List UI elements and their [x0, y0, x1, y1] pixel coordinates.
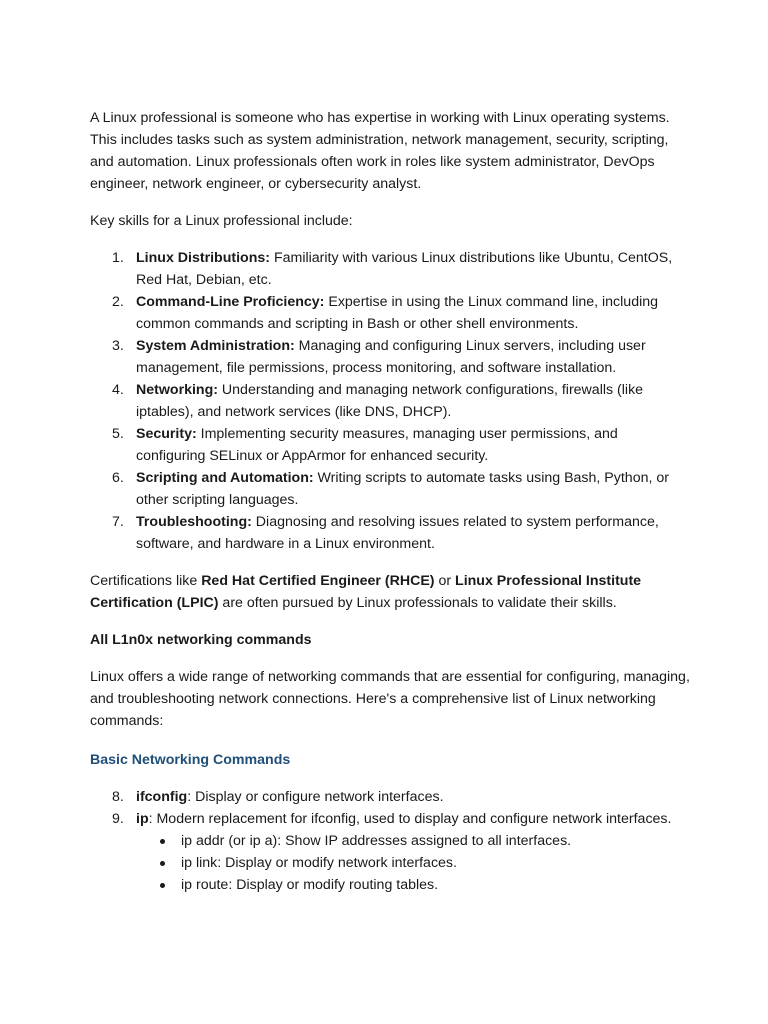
- list-item: [90, 467, 690, 511]
- skill-description: Implementing security measures, managing user permissions, and configuring SELinux or AppArmor for enhanced security.: [136, 426, 618, 464]
- cert-lpic: Linux Professional Institute Certification (LPIC): [90, 573, 642, 611]
- networking-intro: Linux offers a wide range of networking commands that are essential for configuring, managing, and troubleshooting network connections. Here's a comprehensive list of Linux networking commands:: [90, 669, 690, 729]
- bullet-item: [136, 852, 690, 874]
- skill-term: Networking:: [136, 382, 218, 398]
- command-description: : Modern replacement for ifconfig, used to display and configure network interfaces.: [148, 811, 672, 827]
- bullet-text: ip route: Display or modify routing tables.: [181, 877, 439, 893]
- list-number: 2.: [112, 294, 124, 310]
- skills-intro: Key skills for a Linux professional include:: [90, 213, 353, 229]
- list-item: [90, 379, 690, 423]
- skills-list: [90, 247, 690, 555]
- document-body: [90, 107, 690, 896]
- command-description: : Display or configure network interfaces.: [187, 789, 444, 805]
- skill-description: Familiarity with various Linux distributions like Ubuntu, CentOS, Red Hat, Debian, etc.: [136, 250, 673, 288]
- list-number: 7.: [112, 514, 124, 530]
- bullet-item: [136, 874, 690, 896]
- skill-term: Scripting and Automation:: [136, 470, 314, 486]
- commands-list: [90, 786, 690, 896]
- ip-subcommands-list: [136, 830, 690, 896]
- list-number: 9.: [112, 811, 124, 827]
- list-item: [90, 511, 690, 555]
- skill-description: Expertise in using the Linux command line, including common commands and scripting in Bash or other shell environments.: [136, 294, 659, 332]
- bullet-text: ip link: Display or modify network interfaces.: [181, 855, 457, 871]
- skill-term: Security:: [136, 426, 197, 442]
- skill-term: System Administration:: [136, 338, 295, 354]
- skill-term: Troubleshooting:: [136, 514, 252, 530]
- cert-rhce: Red Hat Certified Engineer (RHCE): [201, 573, 435, 589]
- bullet-text: ip addr (or ip a): Show IP addresses assigned to all interfaces.: [181, 833, 572, 849]
- list-item: [90, 808, 690, 896]
- skill-description: Understanding and managing network configurations, firewalls (like iptables), and network services (like DNS, DHCP).: [136, 382, 644, 420]
- intro-paragraph: A Linux professional is someone who has expertise in working with Linux operating systems. This includes tasks such as system administration, network management, security, scripting, and automation. Linux professionals often work in roles like system administrator, DevOps engineer, network engineer, or cybersecurity analyst.: [90, 110, 670, 192]
- command-name: ip: [136, 811, 149, 827]
- list-number: 8.: [112, 789, 124, 805]
- cert-middle: or: [434, 573, 456, 589]
- skill-term: Linux Distributions:: [136, 250, 270, 266]
- list-number: 3.: [112, 338, 124, 354]
- bullet-icon: [160, 839, 165, 844]
- bullet-icon: [160, 883, 165, 888]
- certifications-paragraph: [90, 570, 690, 614]
- skill-description: Diagnosing and resolving issues related to system performance, software, and hardware in a Linux environment.: [136, 514, 659, 552]
- cert-suffix: are often pursued by Linux professionals to validate their skills.: [218, 595, 617, 611]
- skill-description: Writing scripts to automate tasks using Bash, Python, or other scripting languages.: [136, 470, 669, 508]
- list-item: [90, 335, 690, 379]
- list-item: [90, 247, 690, 291]
- cert-prefix: Certifications like: [90, 573, 202, 589]
- list-item: [90, 423, 690, 467]
- list-number: 4.: [112, 382, 124, 398]
- list-item: [90, 786, 690, 808]
- bullet-item: [136, 830, 690, 852]
- list-number: 5.: [112, 426, 124, 442]
- section-heading: Basic Networking Commands: [90, 752, 291, 768]
- list-number: 1.: [112, 250, 124, 266]
- skill-term: Command-Line Proficiency:: [136, 294, 325, 310]
- bullet-icon: [160, 861, 165, 866]
- networking-title: All L1n0x networking commands: [90, 632, 312, 648]
- list-item: [90, 291, 690, 335]
- skill-description: Managing and configuring Linux servers, including user management, file permissions, process monitoring, and software installation.: [136, 338, 646, 376]
- command-name: ifconfig: [136, 789, 188, 805]
- list-number: 6.: [112, 470, 124, 486]
